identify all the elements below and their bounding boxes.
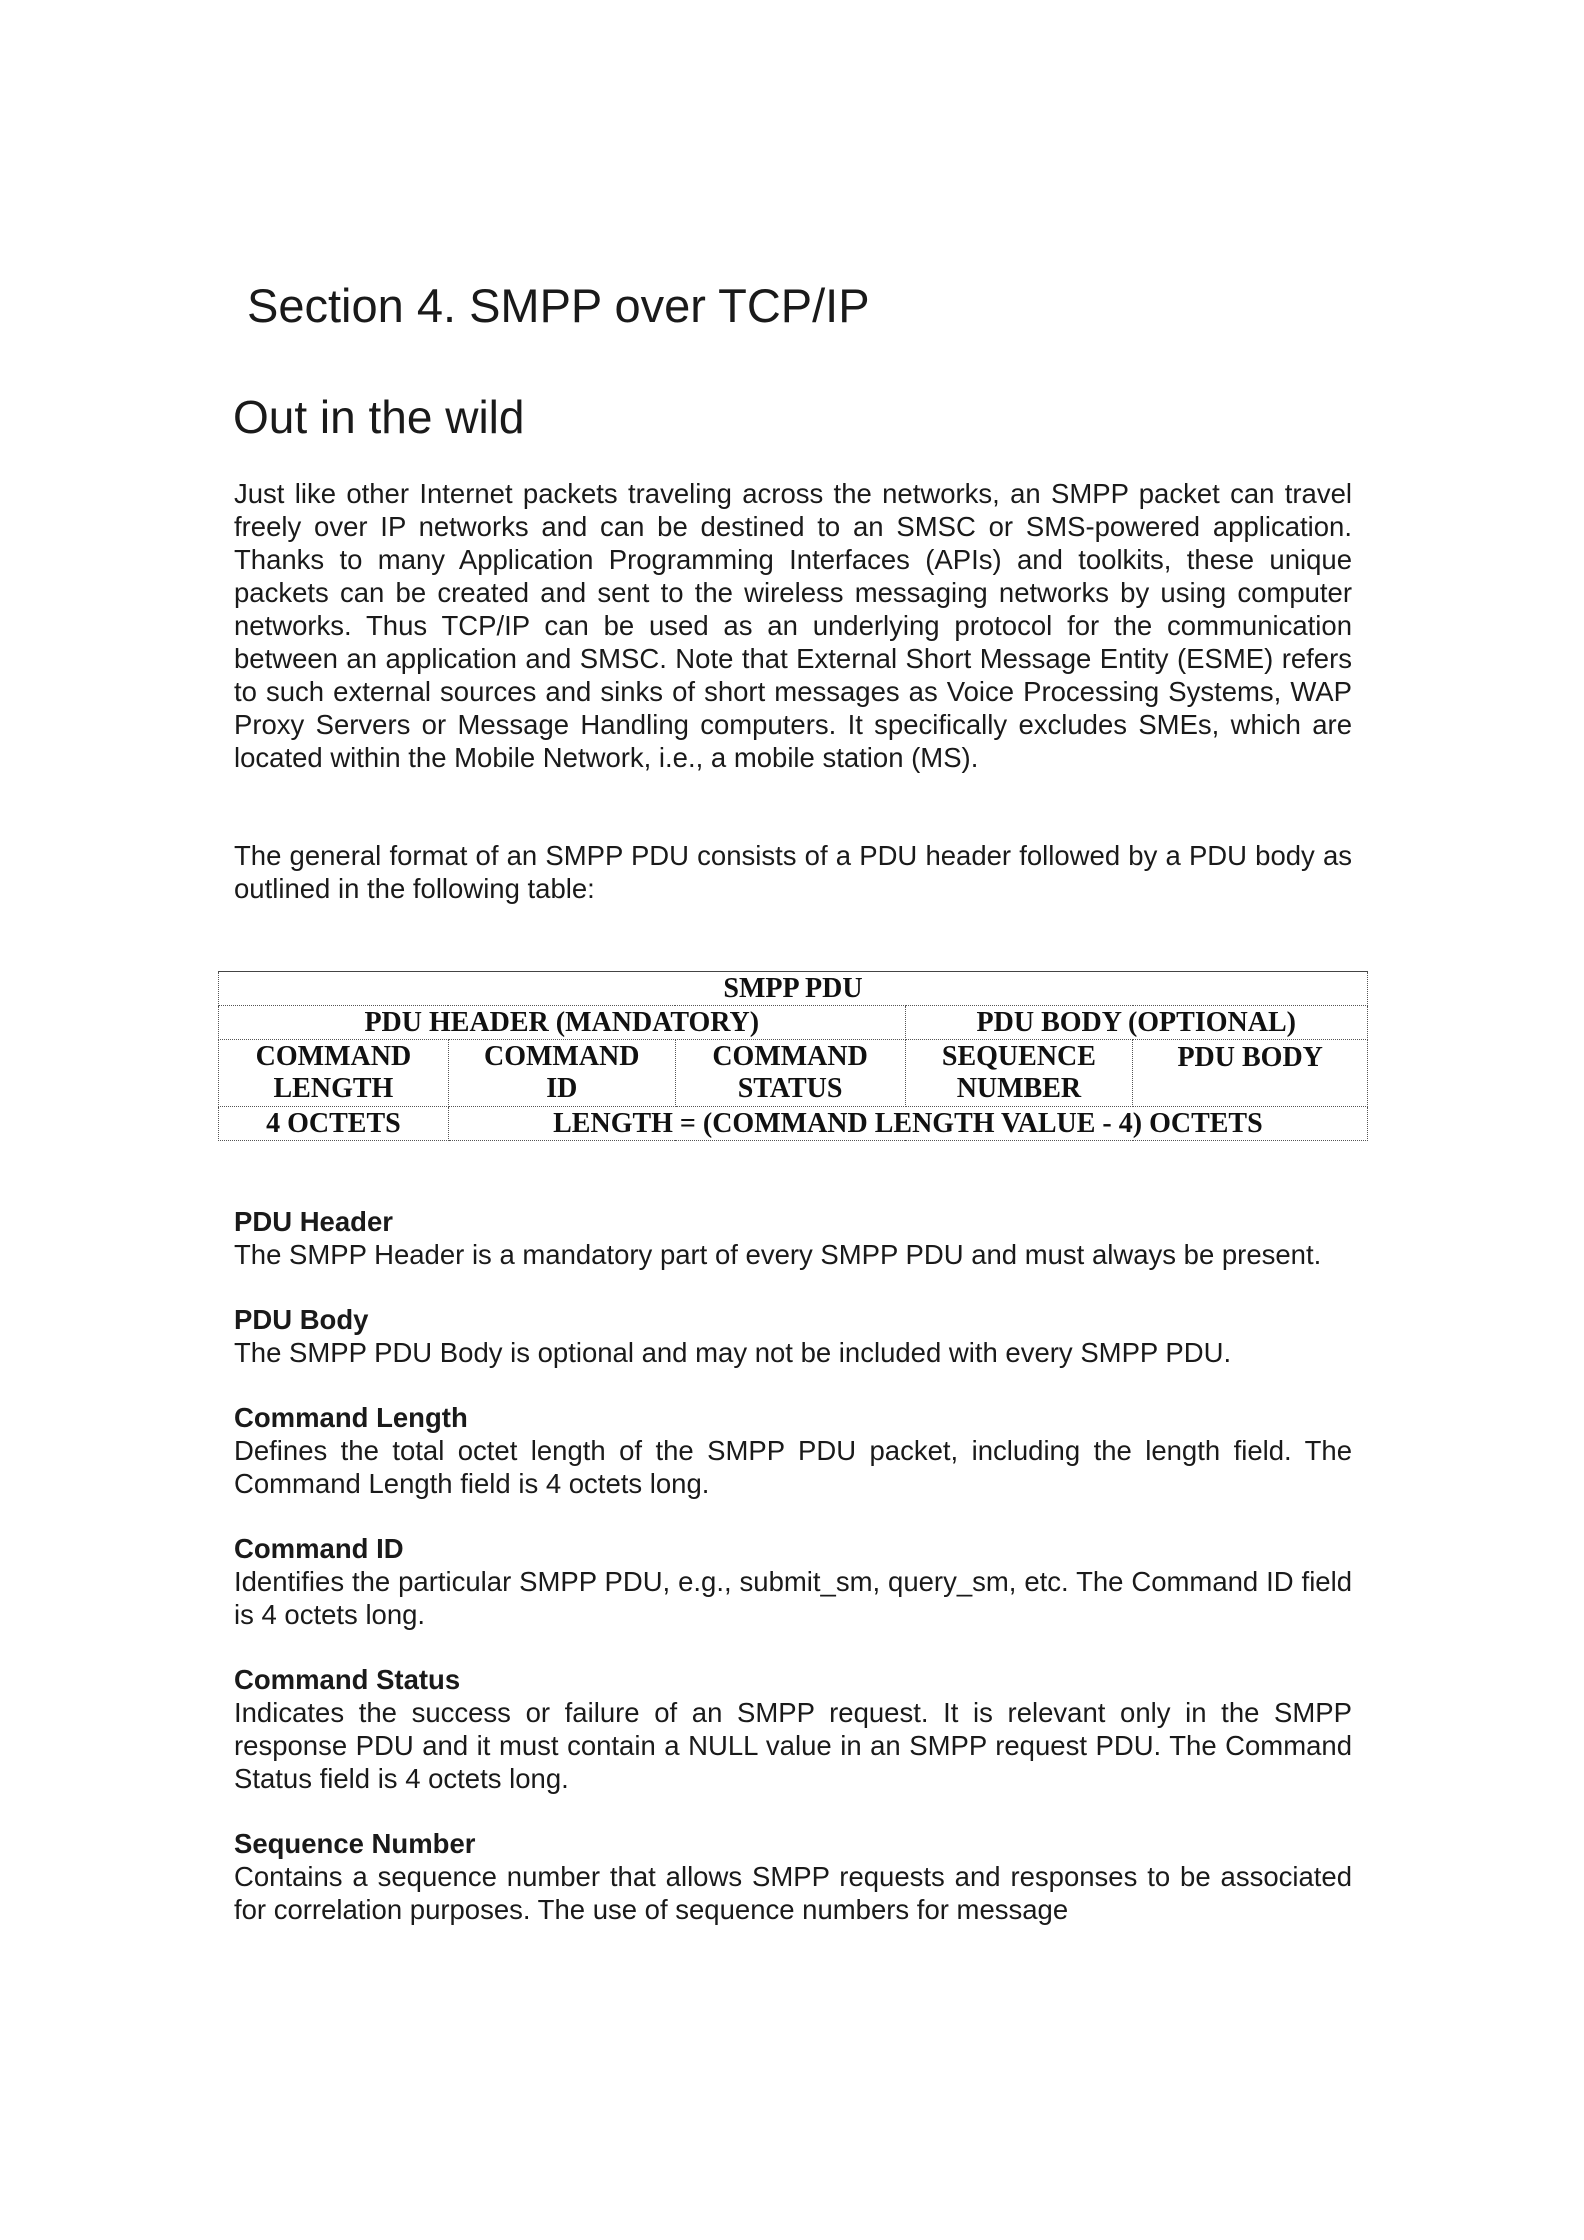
field-line: COMMAND <box>712 1041 868 1072</box>
field-line: COMMAND <box>483 1041 640 1072</box>
table-intro-paragraph: The general format of an SMPP PDU consists of a PDU header followed by a PDU body as outlined in the following table: <box>234 840 1352 904</box>
definition-term: Command ID <box>234 1533 404 1564</box>
smpp-pdu-table <box>218 971 1368 1141</box>
definition-term: Command Length <box>234 1402 468 1433</box>
table-title-cell: SMPP PDU <box>219 972 1368 1006</box>
field-line: SEQUENCE <box>941 1041 1096 1072</box>
definition-item <box>234 1401 1352 1500</box>
definition-text: The SMPP Header is a mandatory part of every SMPP PDU and must always be present. <box>234 1239 1322 1270</box>
definition-item <box>234 1205 1352 1271</box>
definition-item <box>234 1532 1352 1631</box>
length-first-cell: 4 OCTETS <box>219 1107 449 1141</box>
field-line: PDU BODY <box>1177 1042 1323 1073</box>
field-cell-pdu-body <box>1133 1040 1368 1107</box>
definition-item <box>234 1827 1352 1926</box>
field-cell-command-status <box>675 1040 905 1107</box>
field-cell-command-id <box>448 1040 675 1107</box>
definition-term: PDU Header <box>234 1206 393 1237</box>
table-row <box>219 1040 1368 1107</box>
field-cell-command-length <box>219 1040 449 1107</box>
definition-text: Identifies the particular SMPP PDU, e.g., submit_sm, query_sm, etc. The Command ID field is 4 octets long. <box>234 1566 1352 1630</box>
intro-paragraph: Just like other Internet packets traveling across the networks, an SMPP packet can travel freely over IP networks and can be destined to an SMSC or SMS-powered application. Thanks to many Application Programming Interfaces (APIs) and toolkits, these unique packets can be created and sent to the wireless messaging networks by using computer networks. Thus TCP/IP can be used as an underlying protocol for the communication between an application and SMSC. Note that External Short Message Entity (ESME) refers to such external sources and sinks of short messages as Voice Processing Systems, WAP Proxy Servers or Message Handling computers. It specifically excludes SMEs, which are located within the Mobile Network, i.e., a mobile station (MS). <box>234 478 1352 773</box>
section-title: Section 4. SMPP over TCP/IP <box>247 279 870 332</box>
field-line: STATUS <box>737 1073 843 1104</box>
field-line: COMMAND <box>255 1041 412 1072</box>
field-cell-sequence-number <box>905 1040 1133 1107</box>
definition-text: Contains a sequence number that allows SMPP requests and responses to be associated for correlation purposes. The use of sequence numbers for message <box>234 1861 1352 1925</box>
definitions-list <box>234 1205 1352 1958</box>
table-row <box>219 972 1368 1006</box>
definition-item <box>234 1663 1352 1795</box>
table-row <box>219 1107 1368 1141</box>
body-group-cell: PDU BODY (OPTIONAL) <box>905 1006 1368 1040</box>
header-group-cell: PDU HEADER (MANDATORY) <box>219 1006 906 1040</box>
field-line: LENGTH <box>273 1073 394 1104</box>
definition-text: Defines the total octet length of the SMPP PDU packet, including the length field. The Command Length field is 4 octets long. <box>234 1435 1352 1499</box>
definition-term: Command Status <box>234 1664 461 1695</box>
definition-term: PDU Body <box>234 1304 369 1335</box>
table-row <box>219 1006 1368 1040</box>
length-rest-cell: LENGTH = (COMMAND LENGTH VALUE - 4) OCTETS <box>448 1107 1367 1141</box>
field-line: NUMBER <box>956 1073 1082 1104</box>
definition-text: Indicates the success or failure of an SMPP request. It is relevant only in the SMPP response PDU and it must contain a NULL value in an SMPP request PDU. The Command Status field is 4 octets long. <box>234 1697 1352 1794</box>
definition-term: Sequence Number <box>234 1828 476 1859</box>
field-line: ID <box>546 1073 578 1104</box>
definition-text: The SMPP PDU Body is optional and may not be included with every SMPP PDU. <box>234 1337 1232 1368</box>
definition-item <box>234 1303 1352 1369</box>
subsection-title: Out in the wild <box>233 391 525 443</box>
